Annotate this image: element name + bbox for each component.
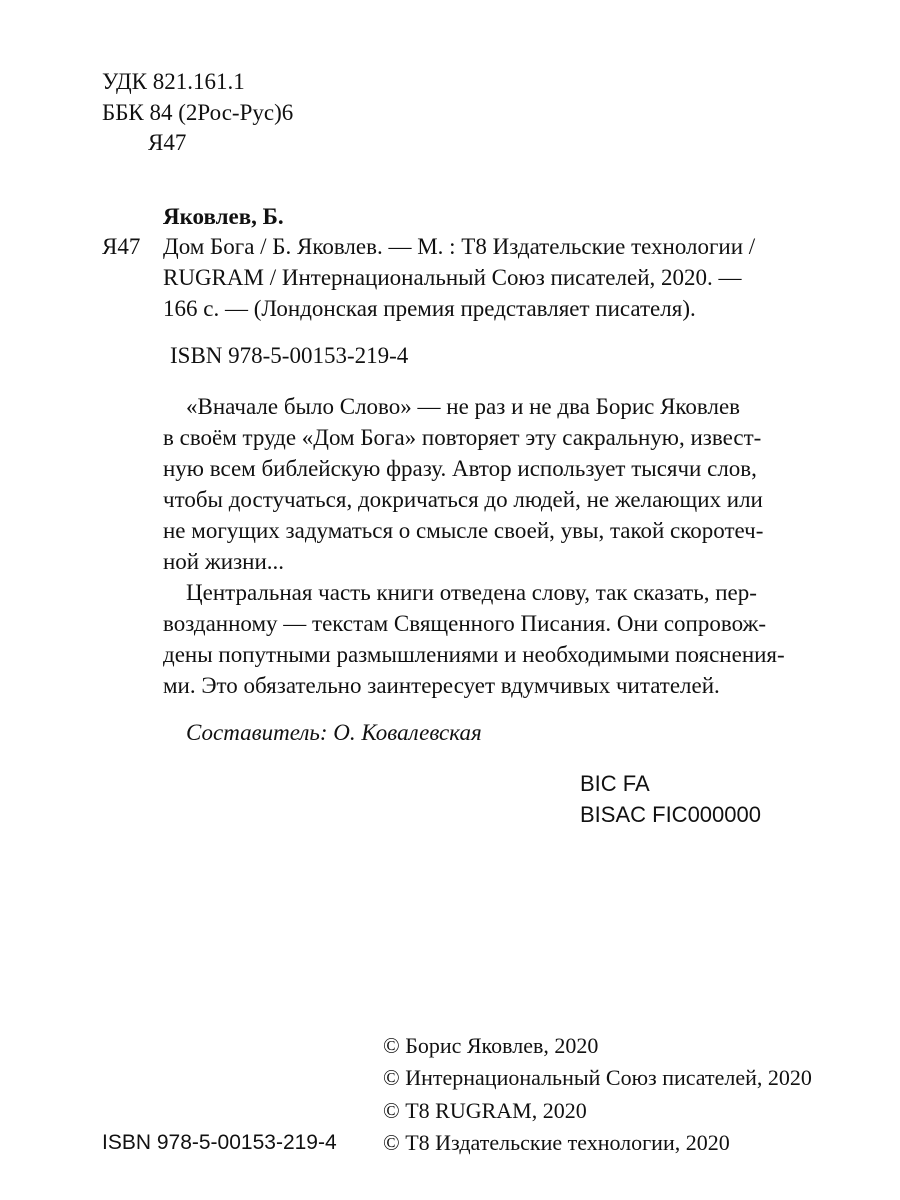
- copyright-line: © Борис Яковлев, 2020: [383, 1033, 599, 1058]
- bisac-code: BISAC FIC000000: [580, 802, 761, 827]
- author-sign: Я47: [148, 130, 187, 155]
- side-author-sign: Я47: [102, 234, 141, 259]
- annotation-line: ной жизни...: [163, 549, 285, 574]
- bic-code: BIC FA: [580, 771, 650, 796]
- udk-code: УДК 821.161.1: [102, 69, 245, 94]
- record-isbn: ISBN 978-5-00153-219-4: [170, 343, 409, 368]
- copyright-line: © Интернациональный Союз писателей, 2020: [383, 1065, 812, 1090]
- annotation-line: ми. Это обязательно заинтересует вдумчивых читателей.: [163, 673, 720, 698]
- author-heading: Яковлев, Б.: [163, 204, 284, 229]
- annotation-line: дены попутными размышлениями и необходимыми пояснения-: [163, 642, 785, 667]
- footer-isbn: ISBN 978-5-00153-219-4: [102, 1131, 337, 1154]
- description-line: RUGRAM / Интернациональный Союз писателей, 2020. —: [163, 265, 742, 290]
- annotation-line: Центральная часть книги отведена слову, так сказать, пер-: [186, 580, 757, 605]
- annotation-line: не могущих задуматься о смысле своей, увы, такой скоротеч-: [163, 518, 764, 543]
- annotation-line: чтобы достучаться, докричаться до людей, не желающих или: [163, 487, 763, 512]
- bbk-code: ББК 84 (2Рос-Рус)6: [102, 100, 294, 125]
- description-line: 166 с. — (Лондонская премия представляет писателя).: [163, 296, 696, 321]
- annotation-line: «Вначале было Слово» — не раз и не два Борис Яковлев: [186, 394, 741, 419]
- copyright-line: © Т8 Издательские технологии, 2020: [383, 1130, 730, 1155]
- annotation-line: ную всем библейскую фразу. Автор использует тысячи слов,: [163, 456, 757, 481]
- annotation-line: в своём труде «Дом Бога» повторяет эту сакральную, извест-: [163, 425, 762, 450]
- copyright-line: © Т8 RUGRAM, 2020: [383, 1098, 587, 1123]
- compiler-credit: Составитель: О. Ковалевская: [186, 720, 482, 745]
- description-line: Дом Бога / Б. Яковлев. — М. : Т8 Издательские технологии /: [163, 234, 756, 259]
- annotation-line: возданному — текстам Священного Писания. Они сопровож-: [163, 611, 767, 636]
